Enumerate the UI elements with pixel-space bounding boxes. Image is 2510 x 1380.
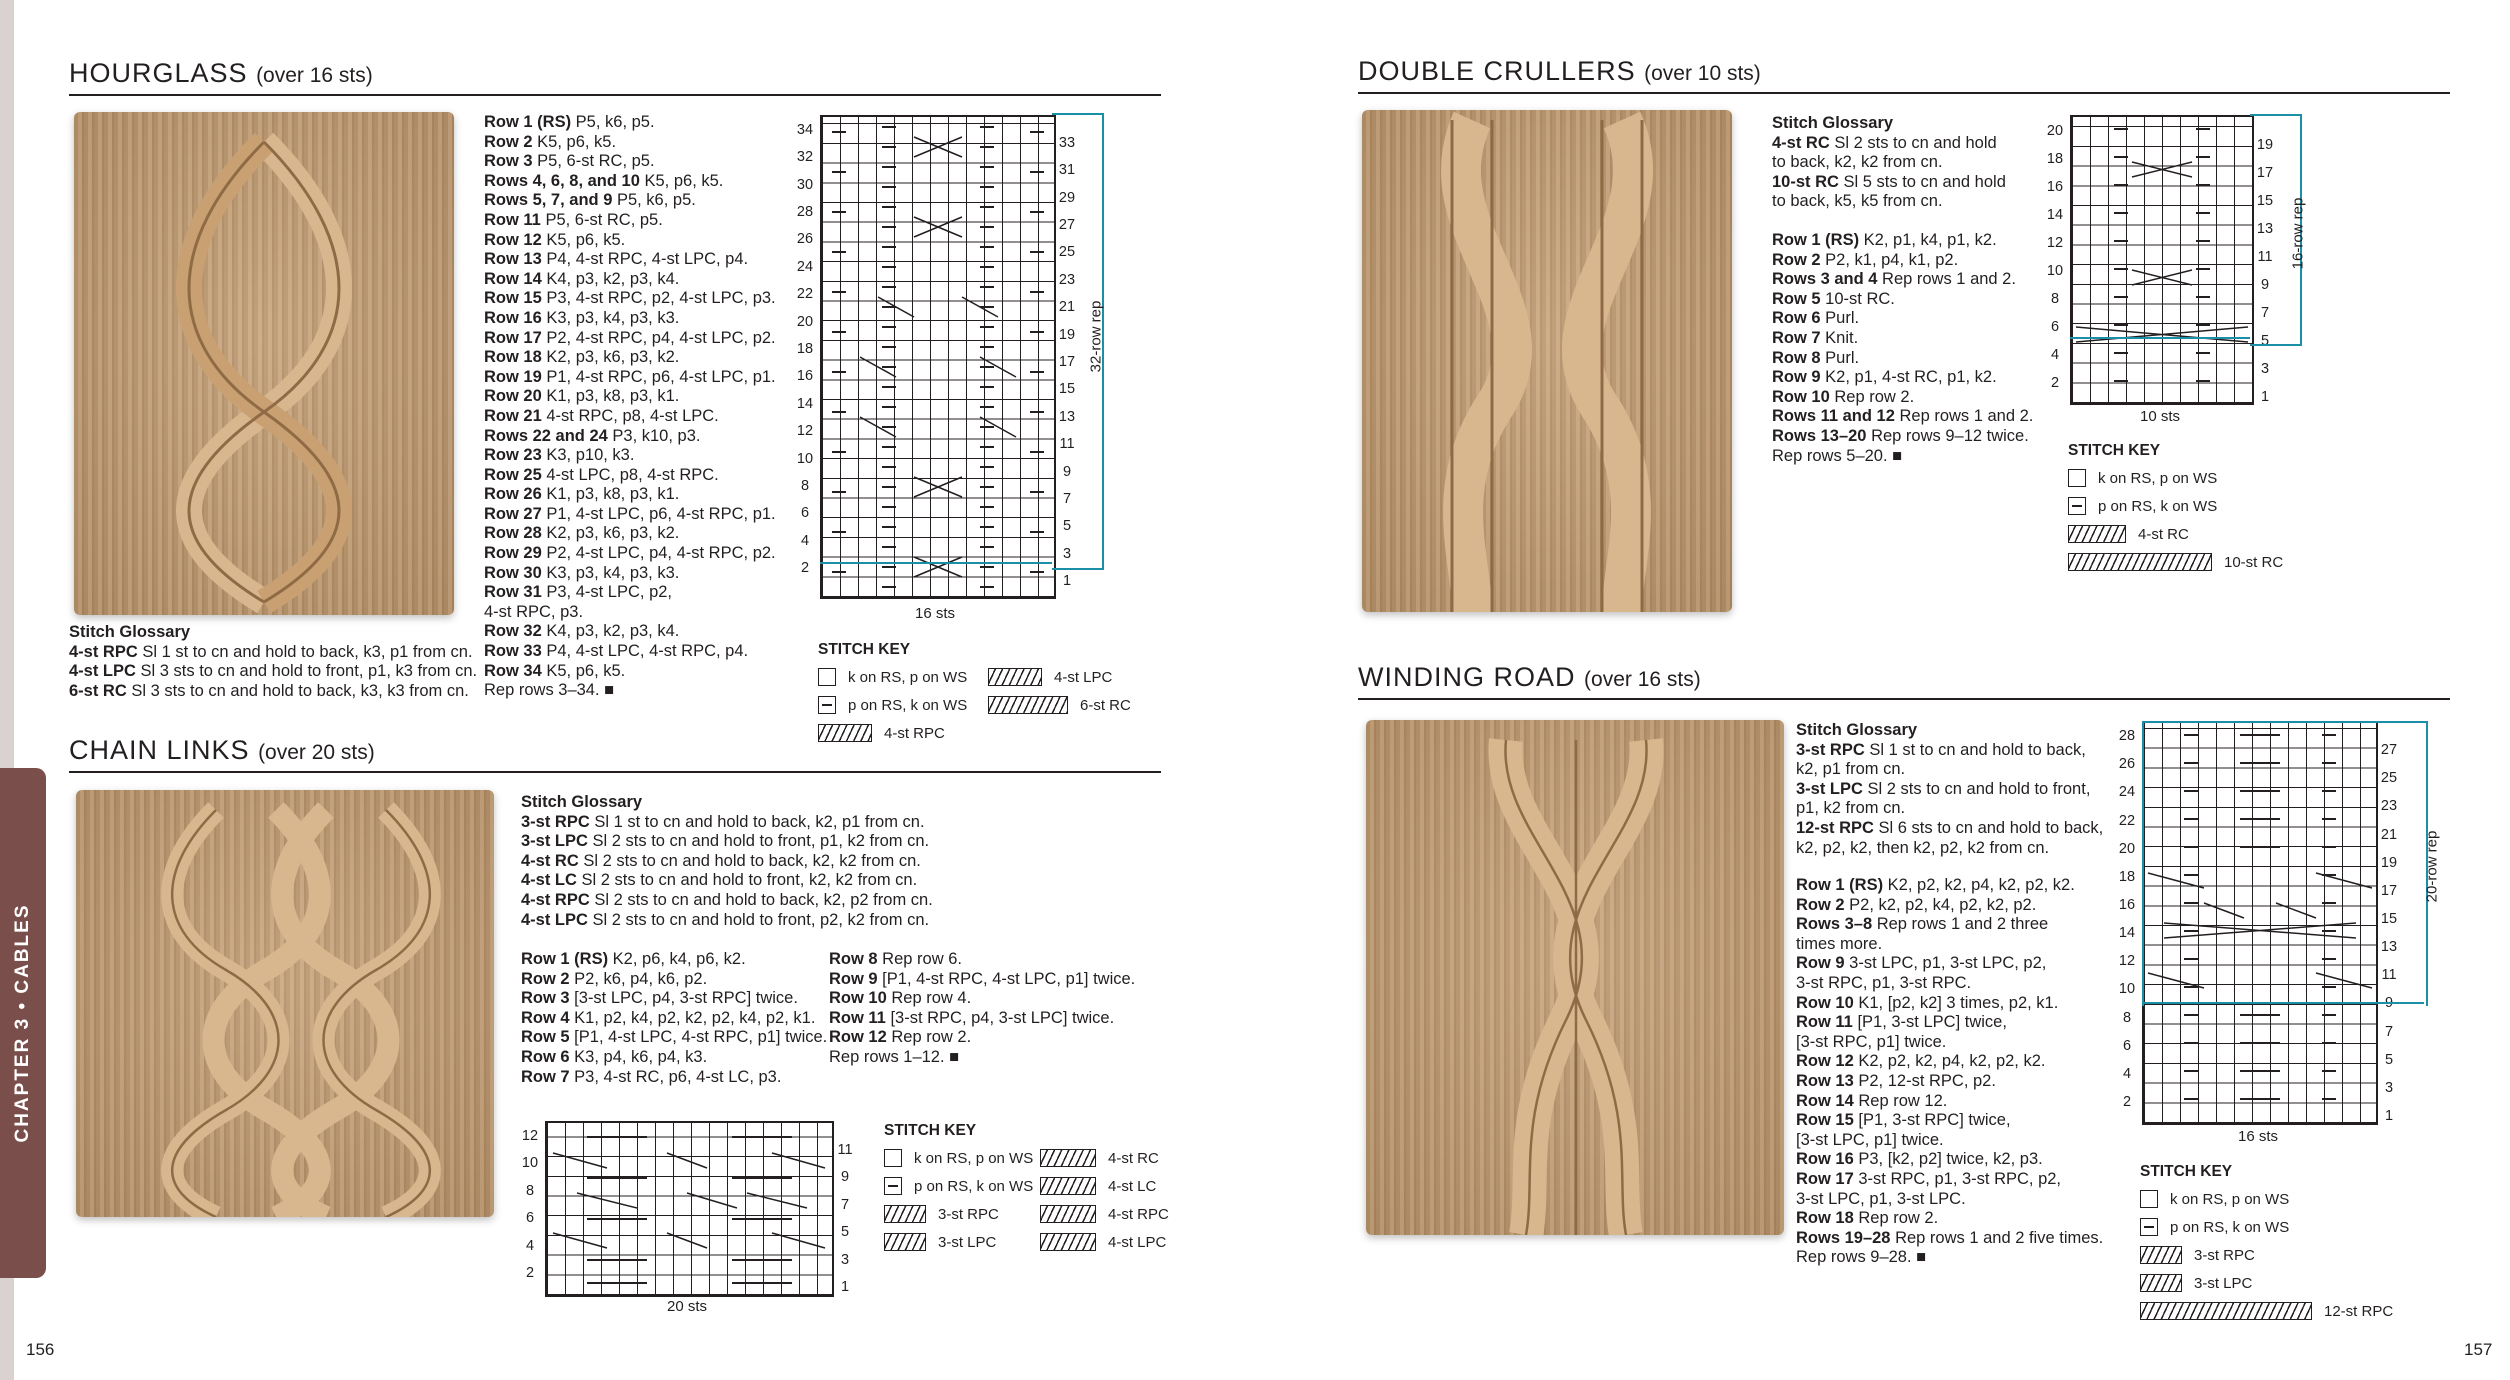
row-number: 14 — [2118, 925, 2136, 942]
knit-symbol-icon — [2140, 1190, 2158, 1208]
knit-symbol-icon — [818, 668, 836, 686]
row-number: 19 — [2380, 854, 2398, 871]
winding-road-key-12st-rpc: 12-st RPC — [2140, 1302, 2393, 1320]
row-number: 4 — [800, 532, 810, 549]
chain-links-swatch — [76, 790, 494, 1217]
row-number: 17 — [2380, 882, 2398, 899]
row-number: 34 — [796, 121, 814, 138]
row-number: 21 — [1058, 299, 1076, 316]
instruction-row: Row 19 P1, 4-st RPC, p6, 4-st LPC, p1. — [484, 367, 776, 386]
instruction-row: 4-st RPC, p3. — [484, 602, 584, 621]
double-crullers-instructions — [1772, 231, 2033, 466]
instruction-row: Row 8 Rep row 6. — [829, 950, 962, 968]
instruction-row: Row 2 P2, k6, p4, k6, p2. — [521, 969, 708, 988]
instruction-row: Row 2 P2, k2, p2, k4, p2, k2, p2. — [1796, 895, 2037, 914]
instruction-row: [3-st LPC, p1] twice. — [1796, 1130, 1944, 1149]
instruction-row: Row 1 (RS) K2, p1, k4, p1, k2. — [1772, 231, 1997, 249]
row-number: 16 — [2118, 896, 2136, 913]
row-number: 7 — [2260, 305, 2270, 321]
row-number: 24 — [796, 258, 814, 275]
instruction-row: Row 14 Rep row 12. — [1796, 1091, 1948, 1110]
row-number: 3 — [2384, 1079, 2394, 1096]
row-number: 13 — [2256, 221, 2274, 237]
instruction-row: Row 16 P3, [k2, p2] twice, k2, p3. — [1796, 1150, 2043, 1169]
hourglass-chart — [820, 115, 1056, 599]
instruction-row: Row 1 (RS) K2, p2, k2, p4, k2, p2, k2. — [1796, 876, 2075, 894]
row-number: 1 — [2260, 389, 2270, 405]
chain-links-rule — [69, 771, 1161, 773]
instruction-row: Row 3 P5, 6-st RC, p5. — [484, 152, 655, 171]
purl-symbol-icon — [818, 696, 836, 714]
chain-links-key-4st-rpc: 4-st RPC — [1040, 1205, 1169, 1223]
row-number: 17 — [2256, 165, 2274, 181]
hourglass-key-knit: k on RS, p on WS — [818, 668, 967, 686]
row-number: 15 — [2380, 910, 2398, 927]
row-number: 4 — [2050, 347, 2060, 363]
row-number: 9 — [2260, 277, 2270, 293]
instruction-row: Row 21 4-st RPC, p8, 4-st LPC. — [484, 406, 719, 425]
hourglass-rep-line — [820, 562, 1052, 564]
chain-links-key-purl: p on RS, k on WS — [884, 1177, 1033, 1195]
row-number: 14 — [2046, 207, 2064, 223]
instruction-row: Rows 3 and 4 Rep rows 1 and 2. — [1772, 270, 2016, 289]
row-number: 5 — [840, 1224, 850, 1241]
chain-links-chart-right-row-numbers — [830, 1142, 860, 1307]
instruction-row: Row 14 K4, p3, k2, p3, k4. — [484, 269, 680, 288]
instruction-row: Row 10 Rep row 4. — [829, 989, 972, 1008]
hourglass-key-6st-rc: 6-st RC — [988, 696, 1131, 714]
instruction-row: Row 34 K5, p6, k5. — [484, 661, 626, 680]
row-number: 11 — [1059, 436, 1075, 453]
row-number: 26 — [2118, 756, 2136, 773]
winding-road-swatch — [1366, 720, 1784, 1235]
instruction-row: Row 20 K1, p3, k8, p3, k1. — [484, 387, 680, 406]
instruction-row: Row 18 Rep row 2. — [1796, 1209, 1939, 1228]
row-number: 28 — [2118, 728, 2136, 745]
row-number: 27 — [1058, 216, 1076, 233]
double-crullers-title: DOUBLE CRULLERS (over 10 sts) — [1358, 56, 1761, 86]
instruction-row: Row 13 P4, 4-st RPC, 4-st LPC, p4. — [484, 250, 749, 269]
cable-3st-lpc-icon — [884, 1233, 926, 1251]
hourglass-key-title: STITCH KEY — [818, 641, 911, 658]
row-number: 30 — [796, 176, 814, 193]
winding-road-glossary: Stitch Glossary 3-st RPC Sl 1 st to cn and hold to back, k2, p1 from cn. 3-st LPC Sl 2 sts to cn and hold to front, p1, k2 from cn. 12-st RPC Sl 6 sts to cn and hold to back, k2, p2, k2, then k2, p2, k2 from cn. — [1796, 721, 2104, 857]
chain-links-instructions-b — [829, 950, 1135, 1068]
row-number: 23 — [1058, 271, 1076, 288]
chain-links-chart — [545, 1121, 834, 1297]
chain-links-key-3st-rpc: 3-st RPC — [884, 1205, 999, 1223]
instruction-row: Row 30 K3, p3, k4, p3, k3. — [484, 563, 680, 582]
instruction-row: Row 29 P2, 4-st LPC, p4, 4-st RPC, p2. — [484, 544, 776, 563]
hourglass-chart-left-row-numbers — [790, 122, 820, 588]
row-number: 5 — [2384, 1051, 2394, 1068]
instruction-row: Row 7 Knit. — [1772, 328, 1859, 347]
instruction-row: Rows 3–8 Rep rows 1 and 2 three — [1796, 915, 2049, 934]
hourglass-key-purl: p on RS, k on WS — [818, 696, 967, 714]
row-number: 1 — [1062, 573, 1072, 590]
winding-road-instructions — [1796, 876, 2103, 1268]
row-number: 18 — [2046, 151, 2064, 167]
row-number: 3 — [2260, 361, 2270, 377]
instruction-row: Row 25 4-st LPC, p8, 4-st RPC. — [484, 465, 719, 484]
chain-links-glossary: Stitch Glossary 3-st RPC Sl 1 st to cn and hold to back, k2, p1 from cn. 3-st LPC Sl 2 sts to cn and hold to front, p1, k2 from cn. 4-st RC Sl 2 sts to cn and hold to back, k2, k2 from cn. 4-st LC Sl 2 sts to cn and hold to front, k2, k2 from cn. 4-st RPC Sl 2 sts to cn and hold to back, k2, p2 from cn. 4-st LPC Sl 2 sts to cn and hold to front, p2, k2 from cn. — [521, 793, 933, 929]
row-number: 3 — [840, 1251, 850, 1268]
row-number: 20 — [796, 313, 814, 330]
row-number: 10 — [2118, 981, 2136, 998]
row-number: 17 — [1058, 354, 1076, 370]
instruction-row: Row 11 P5, 6-st RC, p5. — [484, 210, 663, 229]
cable-12st-rpc-icon — [2140, 1302, 2312, 1320]
cable-4st-rc-icon — [1040, 1149, 1096, 1167]
row-number: 13 — [1058, 408, 1076, 425]
winding-road-key-title: STITCH KEY — [2140, 1163, 2233, 1180]
row-number: 18 — [796, 341, 814, 357]
instruction-row: times more. — [1796, 934, 1883, 953]
row-number: 6 — [525, 1210, 535, 1227]
row-number: 12 — [521, 1127, 539, 1144]
row-number: 8 — [2122, 1009, 2132, 1026]
row-number: 12 — [796, 423, 814, 440]
cable-3st-rpc-icon — [884, 1205, 926, 1223]
row-number: 25 — [1058, 244, 1076, 261]
purl-symbol-icon — [2068, 497, 2086, 515]
row-number: 1 — [840, 1279, 850, 1296]
row-number: 10 — [521, 1155, 539, 1172]
double-crullers-chart — [2070, 115, 2254, 405]
winding-road-rep-bracket — [2142, 721, 2428, 1006]
chain-links-key-4st-lpc: 4-st LPC — [1040, 1233, 1166, 1251]
row-number: 21 — [2380, 826, 2398, 843]
row-number: 6 — [2050, 319, 2060, 335]
row-number: 22 — [796, 286, 814, 303]
instruction-row: Row 10 K1, [p2, k2] 3 times, p2, k1. — [1796, 993, 2059, 1012]
instruction-row: [3-st RPC, p1] twice. — [1796, 1032, 1947, 1051]
instruction-row: Row 11 [3-st RPC, p4, 3-st LPC] twice. — [829, 1008, 1115, 1027]
double-crullers-key-purl: p on RS, k on WS — [2068, 497, 2217, 515]
instruction-row: Rep rows 1–12. ■ — [829, 1047, 960, 1066]
row-number: 12 — [2046, 235, 2064, 251]
instruction-row: Row 9 [P1, 4-st RPC, 4-st LPC, p1] twice. — [829, 969, 1136, 988]
row-number: 22 — [2118, 812, 2136, 829]
instruction-row: Rows 19–28 Rep rows 1 and 2 five times. — [1796, 1228, 2104, 1247]
instruction-row: Row 15 [P1, 3-st RPC] twice, — [1796, 1111, 2011, 1130]
double-crullers-key-title: STITCH KEY — [2068, 442, 2161, 459]
instruction-row: Row 5 10-st RC. — [1772, 289, 1895, 308]
row-number: 10 — [2046, 263, 2064, 279]
winding-road-title: WINDING ROAD (over 16 sts) — [1358, 662, 1701, 692]
row-number: 11 — [2381, 967, 2397, 984]
winding-road-rule — [1358, 698, 2450, 700]
row-number: 5 — [1062, 518, 1072, 535]
double-crullers-sts-label: 10 sts — [2139, 408, 2181, 425]
winding-road-chart-left-row-numbers — [2112, 728, 2142, 1122]
row-number: 5 — [2260, 333, 2270, 349]
knit-symbol-icon — [884, 1149, 902, 1167]
instruction-row: Row 5 [P1, 4-st LPC, 4-st RPC, p1] twice. — [521, 1028, 828, 1047]
cable-4st-lpc-icon — [988, 668, 1042, 686]
row-number: 13 — [2380, 939, 2398, 956]
instruction-row: Row 10 Rep row 2. — [1772, 387, 1915, 406]
purl-symbol-icon — [2140, 1218, 2158, 1236]
instruction-row: Row 31 P3, 4-st LPC, p2, — [484, 583, 673, 602]
row-number: 31 — [1058, 162, 1076, 179]
row-number: 11 — [837, 1141, 853, 1158]
chain-links-key-4st-lc: 4-st LC — [1040, 1177, 1156, 1195]
instruction-row: Row 2 K5, p6, k5. — [484, 132, 617, 151]
instruction-row: Row 3 [3-st LPC, p4, 3-st RPC] twice. — [521, 989, 798, 1008]
chapter-tab-label: CHAPTER 3 • CABLES — [12, 903, 33, 1143]
instruction-row: Row 12 K5, p6, k5. — [484, 230, 626, 249]
instruction-row: Row 33 P4, 4-st LPC, 4-st RPC, p4. — [484, 642, 749, 661]
cable-6st-rc-icon — [988, 696, 1068, 714]
row-number: 18 — [2118, 868, 2136, 885]
cable-4st-rpc-icon — [818, 724, 872, 742]
row-number: 6 — [2122, 1037, 2132, 1054]
cable-4st-lpc-icon — [1040, 1233, 1096, 1251]
row-number: 2 — [2122, 1093, 2132, 1110]
instruction-row: Row 1 (RS) K2, p6, k4, p6, k2. — [521, 950, 746, 968]
instruction-row: Row 8 Purl. — [1772, 348, 1860, 367]
hourglass-key-4st-lpc: 4-st LPC — [988, 668, 1112, 686]
row-number: 29 — [1058, 189, 1076, 206]
row-number: 9 — [840, 1169, 850, 1186]
row-number: 20 — [2118, 840, 2136, 857]
instruction-row: Rows 4, 6, 8, and 10 K5, p6, k5. — [484, 171, 724, 190]
double-crullers-key-4st-rc: 4-st RC — [2068, 525, 2189, 543]
row-number: 28 — [796, 203, 814, 220]
hourglass-glossary: Stitch Glossary 4-st RPC Sl 1 st to cn and hold to back, k3, p1 from cn. 4-st LPC Sl 3 sts to cn and hold to front, p1, k3 from cn. 6-st RC Sl 3 sts to cn and hold to back, k3, k3 from cn. — [69, 623, 478, 700]
instruction-row: Row 27 P1, 4-st LPC, p6, 4-st RPC, p1. — [484, 504, 776, 523]
instruction-row: Row 6 K3, p4, k6, p4, k3. — [521, 1047, 708, 1066]
instruction-row: Row 32 K4, p3, k2, p3, k4. — [484, 622, 680, 641]
cable-3st-rpc-icon — [2140, 1246, 2182, 1264]
winding-road-key-knit: k on RS, p on WS — [2140, 1190, 2289, 1208]
hourglass-rep-bracket-bottom — [1052, 410, 1104, 570]
row-number: 7 — [2384, 1023, 2394, 1040]
row-number: 25 — [2380, 770, 2398, 787]
instruction-row: Rows 5, 7, and 9 P5, k6, p5. — [484, 191, 696, 210]
instruction-row: Row 13 P2, 12-st RPC, p2. — [1796, 1071, 1996, 1090]
double-crullers-key-knit: k on RS, p on WS — [2068, 469, 2217, 487]
row-number: 27 — [2380, 742, 2398, 759]
instruction-row: Row 12 Rep row 2. — [829, 1028, 972, 1047]
instruction-row: Row 17 3-st RPC, p1, 3-st RPC, p2, — [1796, 1169, 2062, 1188]
chain-links-instructions-a — [521, 950, 827, 1087]
chain-links-title: CHAIN LINKS (over 20 sts) — [69, 735, 375, 765]
instruction-row: Row 15 P3, 4-st RPC, p2, 4-st LPC, p3. — [484, 289, 776, 308]
double-crullers-rep-line — [2070, 337, 2250, 339]
instruction-row: Row 12 K2, p2, k2, p4, k2, p2, k2. — [1796, 1052, 2046, 1071]
cable-10st-rc-icon — [2068, 553, 2212, 571]
double-crullers-swatch — [1362, 110, 1732, 612]
row-number: 2 — [800, 560, 810, 577]
row-number: 9 — [2384, 995, 2394, 1012]
row-number: 15 — [2256, 193, 2274, 209]
instruction-row: Row 23 K3, p10, k3. — [484, 446, 635, 465]
instruction-row: Rows 13–20 Rep rows 9–12 twice. — [1772, 426, 2029, 445]
double-crullers-glossary: Stitch Glossary 4-st RC Sl 2 sts to cn and hold to back, k2, k2 from cn. 10-st RC Sl 5 sts to cn and hold to back, k5, k5 from cn. — [1772, 114, 2006, 211]
knit-symbol-icon — [2068, 469, 2086, 487]
cable-4st-rc-icon — [2068, 525, 2126, 543]
row-number: 4 — [2122, 1065, 2132, 1082]
instruction-row: Row 9 K2, p1, 4-st RC, p1, k2. — [1772, 368, 1997, 387]
row-number: 19 — [2256, 137, 2274, 153]
hourglass-instructions — [484, 113, 776, 701]
row-number: 12 — [2118, 953, 2136, 970]
purl-symbol-icon — [884, 1177, 902, 1195]
cable-4st-rpc-icon — [1040, 1205, 1096, 1223]
hourglass-title: HOURGLASS (over 16 sts) — [69, 58, 373, 88]
instruction-row: Row 2 P2, k1, p4, k1, p2. — [1772, 250, 1959, 269]
instruction-row: 3-st LPC, p1, 3-st LPC. — [1796, 1189, 1966, 1208]
double-crullers-key-10st-rc: 10-st RC — [2068, 553, 2283, 571]
page-number-right: 157 — [2464, 1340, 2493, 1359]
instruction-row: Row 7 P3, 4-st RC, p6, 4-st LC, p3. — [521, 1067, 782, 1086]
row-number: 19 — [1058, 326, 1076, 343]
instruction-row: Row 6 Purl. — [1772, 309, 1860, 328]
row-number: 8 — [525, 1182, 535, 1199]
double-crullers-rule — [1358, 92, 2450, 94]
row-number: 15 — [1058, 381, 1076, 398]
instruction-row: Row 28 K2, p3, k6, p3, k2. — [484, 524, 680, 543]
winding-road-rep-line — [2142, 1002, 2424, 1004]
instruction-row: Row 16 K3, p3, k4, p3, k3. — [484, 308, 680, 327]
chain-links-key-3st-lpc: 3-st LPC — [884, 1233, 996, 1251]
instruction-row: Rows 22 and 24 P3, k10, p3. — [484, 426, 701, 445]
chain-links-sts-label: 20 sts — [666, 1298, 708, 1315]
instruction-row: Row 4 K1, p2, k4, p2, k2, p2, k4, p2, k1. — [521, 1008, 816, 1027]
instruction-row: Rows 11 and 12 Rep rows 1 and 2. — [1772, 407, 2034, 426]
row-number: 8 — [800, 478, 810, 495]
instruction-row: Row 18 K2, p3, k6, p3, k2. — [484, 348, 680, 367]
row-number: 26 — [796, 231, 814, 248]
double-crullers-rep-label: 16-row rep — [2289, 197, 2307, 270]
chain-links-key-title: STITCH KEY — [884, 1122, 977, 1139]
row-number: 16 — [2046, 179, 2064, 195]
instruction-row: Rep rows 9–28. ■ — [1796, 1248, 1927, 1267]
row-number: 2 — [525, 1265, 535, 1282]
row-number: 23 — [2380, 798, 2398, 815]
row-number: 4 — [525, 1237, 535, 1254]
row-number: 24 — [2118, 784, 2136, 801]
hourglass-key-4st-rpc: 4-st RPC — [818, 724, 945, 742]
winding-road-key-3st-rpc: 3-st RPC — [2140, 1246, 2255, 1264]
instruction-row: Row 11 [P1, 3-st LPC] twice, — [1796, 1013, 2007, 1032]
instruction-row: Rep rows 3–34. ■ — [484, 681, 615, 700]
instruction-row: Row 17 P2, 4-st RPC, p4, 4-st LPC, p2. — [484, 328, 776, 347]
instruction-row: Rep rows 5–20. ■ — [1772, 446, 1903, 465]
winding-road-key-purl: p on RS, k on WS — [2140, 1218, 2289, 1236]
instruction-row: Row 9 3-st LPC, p1, 3-st LPC, p2, — [1796, 954, 2047, 973]
row-number: 1 — [2384, 1107, 2394, 1124]
instruction-row: 3-st RPC, p1, 3-st RPC. — [1796, 973, 1972, 992]
hourglass-rule — [69, 94, 1161, 96]
cable-4st-lc-icon — [1040, 1177, 1096, 1195]
row-number: 16 — [796, 368, 814, 385]
row-number: 2 — [2050, 375, 2060, 391]
hourglass-sts-label: 16 sts — [914, 605, 956, 622]
double-crullers-chart-left-row-numbers — [2040, 123, 2070, 403]
row-number: 33 — [1058, 134, 1076, 151]
winding-road-sts-label: 16 sts — [2237, 1128, 2279, 1145]
instruction-row: Row 26 K1, p3, k8, p3, k1. — [484, 485, 680, 504]
chain-links-chart-left-row-numbers — [515, 1128, 545, 1293]
row-number: 20 — [2046, 123, 2064, 139]
instruction-row: Row 1 (RS) P5, k6, p5. — [484, 113, 655, 131]
cable-3st-lpc-icon — [2140, 1274, 2182, 1292]
row-number: 10 — [796, 450, 814, 467]
row-number: 6 — [800, 505, 810, 522]
chain-links-key-4st-rc: 4-st RC — [1040, 1149, 1159, 1167]
chain-links-key-knit: k on RS, p on WS — [884, 1149, 1033, 1167]
row-number: 14 — [796, 395, 814, 412]
winding-road-rep-label: 20-row rep — [2423, 830, 2441, 903]
row-number: 32 — [796, 149, 814, 166]
row-number: 7 — [840, 1196, 850, 1213]
row-number: 11 — [2257, 249, 2273, 265]
row-number: 9 — [1062, 463, 1072, 480]
row-number: 7 — [1062, 491, 1072, 508]
row-number: 3 — [1062, 545, 1072, 562]
hourglass-swatch — [74, 112, 454, 615]
page-number-left: 156 — [26, 1340, 55, 1359]
row-number: 8 — [2050, 291, 2060, 307]
winding-road-key-3st-lpc: 3-st LPC — [2140, 1274, 2252, 1292]
hourglass-rep-label: 32-row rep — [1087, 300, 1105, 373]
